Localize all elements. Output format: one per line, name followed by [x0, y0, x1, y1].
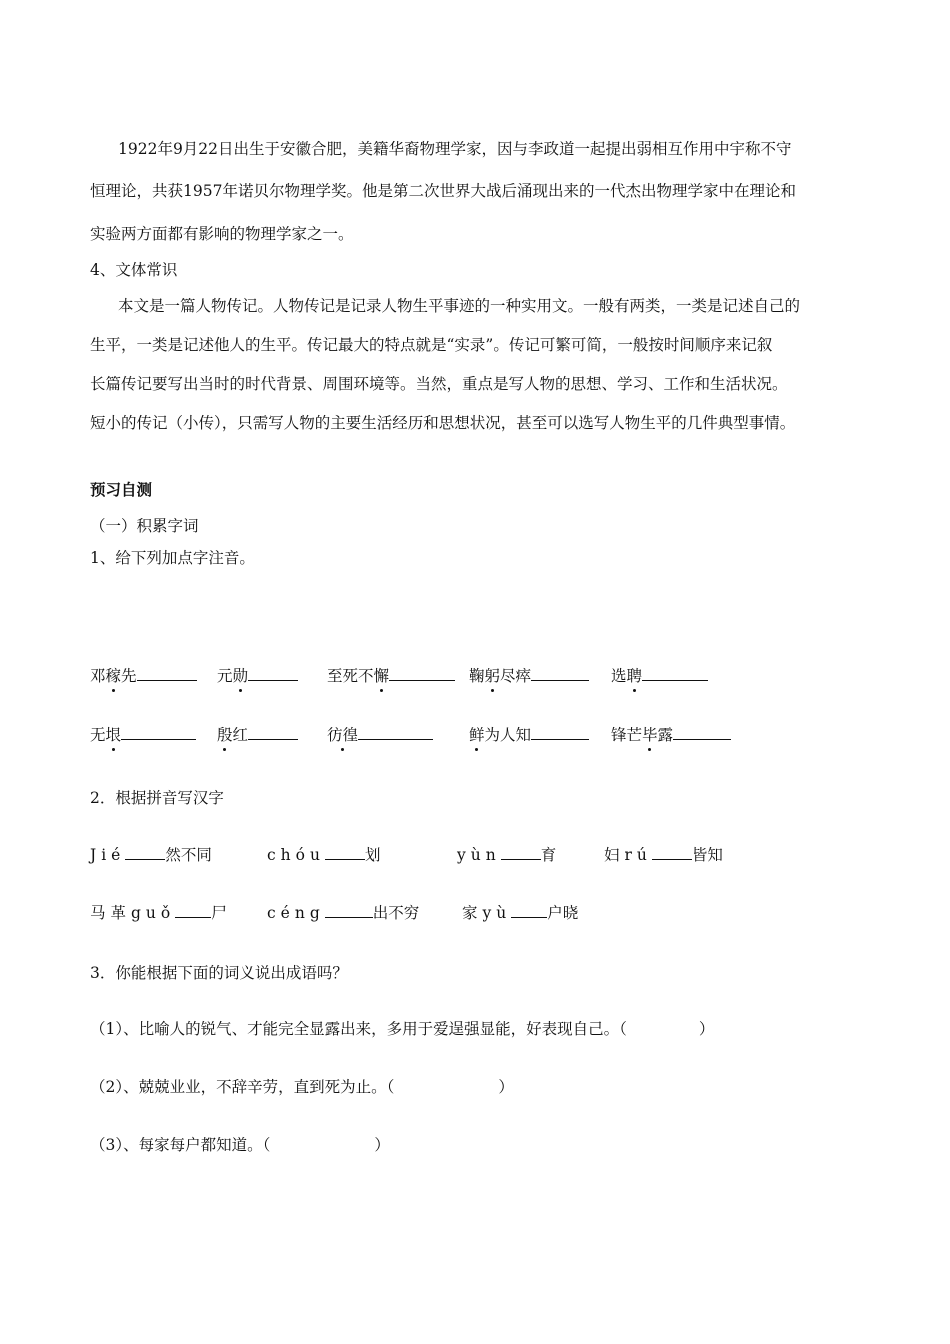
genre-line-3: 长篇传记要写出当时的时代背景、周围环境等。当然，重点是写人物的思想、学习、工作和生活状况。 — [90, 375, 788, 393]
q3-item: （3）、每家每户都知道。（ ） — [90, 1136, 390, 1154]
question-3: 3．你能根据下面的词义说出成语吗？ — [90, 964, 348, 982]
answer-blank[interactable] — [121, 723, 196, 740]
dotted-char: 懈 — [374, 664, 390, 686]
bio-line-2: 恒理论，共获1957年诺贝尔物理学奖。他是第二次世界大战后涌现出来的一代杰出物理学家中在理论和 — [90, 182, 796, 200]
dotted-char: 勋 — [233, 664, 249, 686]
dotted-char: 殷 — [217, 723, 233, 745]
answer-blank[interactable] — [652, 843, 692, 860]
preview-title: 预习自测 — [90, 481, 153, 499]
dotted-char: 躬 — [485, 664, 501, 686]
answer-blank[interactable] — [501, 843, 541, 860]
q1-item: 殷红 — [217, 723, 298, 745]
q2-item: 马革guǒ 尸 — [90, 901, 227, 923]
dotted-char: 聘 — [627, 664, 643, 686]
bio-line-1: 1922年9月22日出生于安徽合肥，美籍华裔物理学家，因与李政道一起提出弱相互作用中宇称不守 — [118, 140, 792, 158]
dotted-char: 彷徨 — [327, 723, 358, 745]
q2-item: Jié 然不同 — [90, 843, 212, 865]
q1-item: 锋芒毕露 — [611, 723, 731, 745]
answer-blank[interactable] — [175, 901, 211, 918]
question-1: 1、给下列加点字注音。 — [90, 549, 255, 567]
genre-line-1: 本文是一篇人物传记。人物传记是记录人物生平事迹的一种实用文。一般有两类，一类是记述自己的 — [118, 297, 801, 315]
genre-heading: 4、文体常识 — [90, 261, 178, 279]
q2-item: chóu 划 — [267, 843, 381, 865]
q1-item: 无垠 — [90, 723, 196, 745]
q1-item: 鲜为人知 — [469, 723, 589, 745]
q1-item: 选聘 — [611, 664, 708, 686]
q1-item: 鞠躬尽瘁 — [469, 664, 589, 686]
answer-blank[interactable] — [511, 901, 547, 918]
answer-blank[interactable] — [248, 664, 298, 681]
q3-item: （2）、兢兢业业，不辞辛劳，直到死为止。（ ） — [90, 1078, 514, 1096]
answer-blank[interactable] — [137, 664, 197, 681]
answer-blank[interactable] — [248, 723, 298, 740]
section-heading: （一）积累字词 — [90, 517, 199, 535]
answer-blank[interactable] — [325, 843, 365, 860]
q2-item: céng 出不穷 — [267, 901, 419, 923]
dotted-char: 垠 — [106, 723, 122, 745]
answer-blank[interactable] — [673, 723, 731, 740]
answer-blank[interactable] — [642, 664, 708, 681]
answer-blank[interactable] — [531, 664, 589, 681]
answer-blank[interactable] — [325, 901, 373, 918]
answer-blank[interactable] — [389, 664, 455, 681]
answer-blank[interactable] — [531, 723, 589, 740]
answer-blank[interactable] — [125, 843, 165, 860]
q2-item: 家yù 户晓 — [462, 901, 578, 923]
dotted-char: 毕 — [642, 723, 658, 745]
answer-blank[interactable] — [358, 723, 433, 740]
genre-line-2: 生平，一类是记述他人的生平。传记最大的特点就是“实录”。传记可繁可简，一般按时间顺序来记叙 — [90, 336, 773, 354]
dotted-char: 稼 — [106, 664, 122, 686]
q1-item: 邓稼先 — [90, 664, 197, 686]
genre-line-4: 短小的传记（小传），只需写人物的主要生活经历和思想状况，甚至可以选写人物生平的几件典型事情。 — [90, 414, 796, 432]
q2-item: yùn 育 — [457, 843, 556, 865]
q1-item: 元勋 — [217, 664, 298, 686]
q3-item: （1）、比喻人的锐气、才能完全显露出来，多用于爱逞强显能，好表现自己。（ ） — [90, 1020, 715, 1038]
q2-item: 妇rú 皆知 — [604, 843, 723, 865]
q1-item: 至死不懈 — [327, 664, 455, 686]
q1-item — [327, 723, 433, 745]
question-2: 2．根据拼音写汉字 — [90, 789, 224, 807]
bio-line-3: 实验两方面都有影响的物理学家之一。 — [90, 225, 354, 243]
dotted-char: 鲜 — [469, 723, 485, 745]
